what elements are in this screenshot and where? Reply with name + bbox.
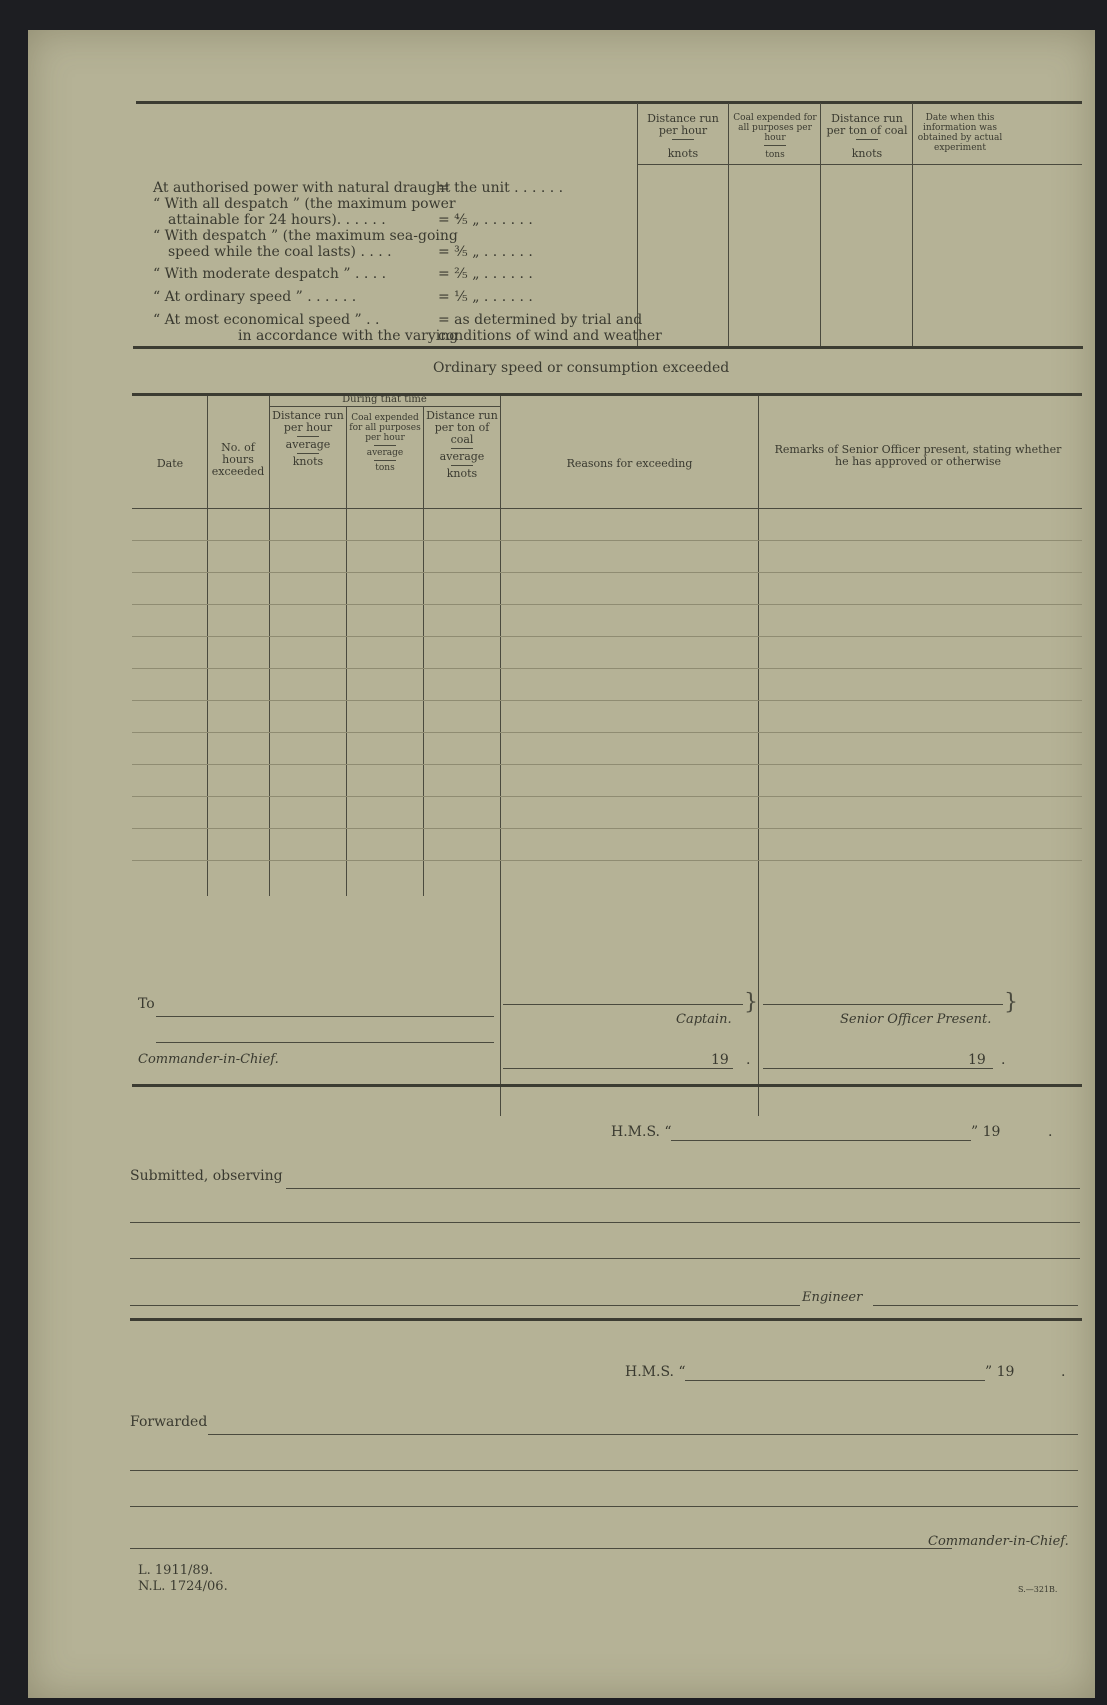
captain-date-line[interactable]: [503, 1068, 733, 1069]
during-that-time: During that time: [342, 394, 427, 405]
hms-dot-2: .: [1061, 1364, 1066, 1380]
section-rule: [132, 1084, 1082, 1087]
cinc-sign-line[interactable]: [130, 1548, 952, 1549]
brace: }: [744, 990, 758, 1015]
header-dist: Distance run per hour average knots: [272, 409, 344, 468]
header-date-obtained: Date when this information was obtained by actual experiment: [917, 113, 1003, 153]
row-label: speed while the coal lasts) . . . .: [168, 244, 392, 260]
ref-number-2: N.L. 1724/06.: [138, 1579, 228, 1594]
submitted-label: Submitted, observing: [130, 1168, 283, 1184]
hms-year-2: ” 19: [985, 1364, 1015, 1380]
table-bottom-rule: [133, 346, 1083, 349]
ruled-line: [132, 540, 1082, 541]
captain-dot: .: [746, 1052, 751, 1068]
observation-line[interactable]: [130, 1222, 1080, 1223]
ruled-line: [132, 860, 1082, 861]
observation-line[interactable]: [286, 1188, 1080, 1189]
row-label: At authorised power with natural draught: [153, 180, 451, 196]
to-line[interactable]: [156, 1016, 494, 1017]
senior-label: Senior Officer Present.: [840, 1012, 992, 1027]
header-reasons: Reasons for exceeding: [566, 457, 693, 470]
ruled-line: [132, 732, 1082, 733]
header-per-ton: Distance run per ton of coal average knots: [426, 409, 498, 480]
forwarded-label: Forwarded: [130, 1414, 208, 1430]
senior-year: 19: [968, 1052, 986, 1068]
col-divider: [500, 396, 501, 1116]
forward-line[interactable]: [130, 1470, 1078, 1471]
header-remarks: Remarks of Senior Officer present, stating whether he has approved or otherwise: [774, 443, 1062, 468]
cinc-label-2: Commander-in-Chief.: [928, 1534, 1069, 1549]
col-divider: [423, 406, 424, 896]
row-label: “ With all despatch ” (the maximum power: [153, 196, 456, 212]
during-rule: [269, 406, 500, 407]
ship-name-line[interactable]: [671, 1140, 971, 1141]
hms-label-2: H.M.S. “: [625, 1364, 686, 1380]
engineer-label: Engineer: [802, 1290, 863, 1305]
engineer-sign-line[interactable]: [130, 1305, 800, 1306]
col-divider: [346, 406, 347, 896]
ruled-line: [132, 828, 1082, 829]
row-value: = ⅘ „ . . . . . .: [438, 212, 533, 228]
senior-line[interactable]: [763, 1004, 1003, 1005]
hms-label: H.M.S. “: [611, 1124, 672, 1140]
forward-line[interactable]: [130, 1506, 1078, 1507]
row-value: conditions of wind and weather: [438, 328, 662, 344]
row-label: “ With despatch ” (the maximum sea-going: [153, 228, 458, 244]
row-value: = as determined by trial and: [438, 312, 643, 328]
row-value: = the unit . . . . . .: [438, 180, 564, 196]
ruled-line: [132, 636, 1082, 637]
row-label: attainable for 24 hours). . . . . .: [168, 212, 386, 228]
col-divider: [820, 103, 821, 347]
col-divider: [207, 396, 208, 896]
to-label: To: [138, 996, 155, 1012]
ruled-line: [132, 700, 1082, 701]
row-label: “ At most economical speed ” . .: [153, 312, 380, 328]
ruled-line: [132, 796, 1082, 797]
ruled-line: [132, 764, 1082, 765]
col-divider: [912, 103, 913, 347]
row-value: = ⅗ „ . . . . . .: [438, 244, 533, 260]
row-label: “ With moderate despatch ” . . . .: [153, 266, 387, 282]
header-coal: Coal expended for all purposes per hour average tons: [349, 413, 421, 473]
cinc-label: Commander-in-Chief.: [138, 1052, 279, 1067]
senior-date-line[interactable]: [763, 1068, 993, 1069]
section-rule: [130, 1318, 1082, 1321]
ref-number-1: L. 1911/89.: [138, 1563, 214, 1578]
header-rule: [637, 164, 1082, 165]
col-divider: [758, 396, 759, 1116]
senior-dot: .: [1001, 1052, 1006, 1068]
row-label: “ At ordinary speed ” . . . . . .: [153, 289, 357, 305]
row-value: = ⅖ „ . . . . . .: [438, 266, 533, 282]
exceeded-title: Ordinary speed or consumption exceeded: [433, 360, 730, 376]
captain-line[interactable]: [503, 1004, 743, 1005]
captain-year: 19: [711, 1052, 729, 1068]
ruled-line: [132, 668, 1082, 669]
form-number: S.—321B.: [1018, 1585, 1058, 1594]
hms-dot: .: [1048, 1124, 1053, 1140]
to-line-2[interactable]: [156, 1042, 494, 1043]
header-distance-per-ton: Distance run per ton of coal knots: [826, 112, 908, 160]
row-label: in accordance with the varying: [238, 328, 459, 344]
header-coal-per-hour: Coal expended for all purposes per hour tons: [733, 113, 817, 160]
ruled-line: [132, 572, 1082, 573]
col-divider: [269, 396, 270, 896]
ship-name-line-2[interactable]: [685, 1380, 985, 1381]
row-value: = ⅕ „ . . . . . .: [438, 289, 533, 305]
observation-line[interactable]: [130, 1258, 1080, 1259]
header-hours: No. of hours exceeded: [211, 441, 265, 478]
top-rule: [136, 101, 1082, 104]
ruled-line: [132, 604, 1082, 605]
brace: }: [1004, 990, 1018, 1015]
col-divider: [637, 103, 638, 347]
col-divider: [728, 103, 729, 347]
form-page: [28, 30, 1095, 1698]
header-distance-per-hour: Distance run per hour knots: [647, 112, 719, 160]
hms-year: ” 19: [971, 1124, 1001, 1140]
engineer-line[interactable]: [873, 1305, 1078, 1306]
captain-label: Captain.: [676, 1012, 732, 1027]
forward-line[interactable]: [208, 1434, 1078, 1435]
header-date: Date: [156, 457, 184, 470]
exceeded-header-rule: [132, 508, 1082, 509]
